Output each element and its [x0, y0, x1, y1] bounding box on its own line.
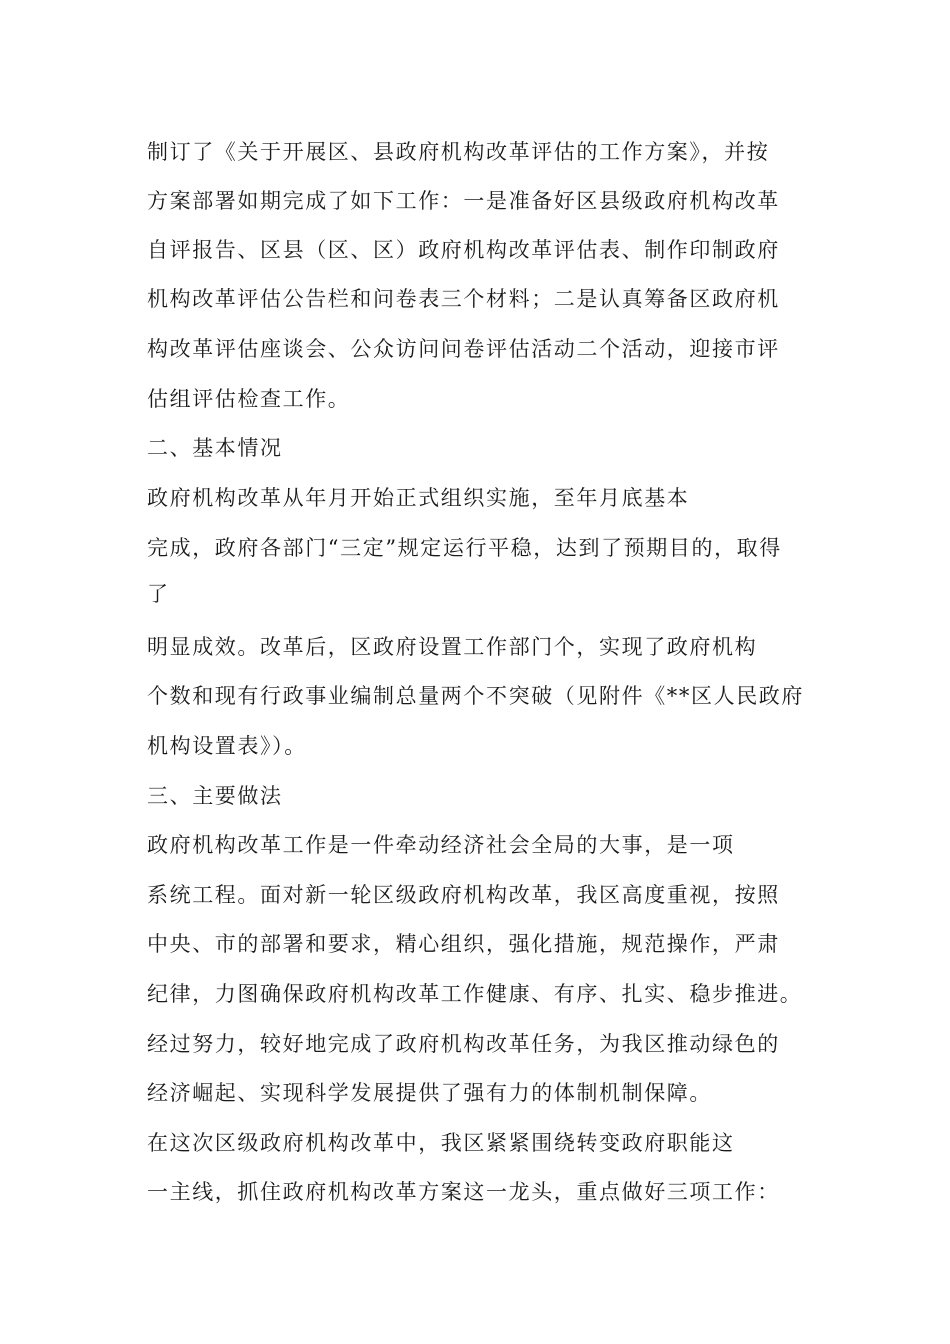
paragraph-line: 中央、市的部署和要求，精心组织，强化措施，规范操作，严肃: [147, 932, 780, 956]
paragraph-line: 纪律，力图确保政府机构改革工作健康、有序、扎实、稳步推进。: [147, 982, 803, 1006]
paragraph-line: 制订了《关于开展区、县政府机构改革评估的工作方案》，并按: [147, 140, 770, 164]
paragraph-line: 政府机构改革从年月开始正式组织实施，至年月底基本: [147, 486, 690, 510]
section-heading: 三、主要做法: [147, 784, 283, 808]
section-heading: 二、基本情况: [147, 436, 283, 460]
paragraph-line: 机构改革评估公告栏和问卷表三个材料；二是认真筹备区政府机: [147, 287, 780, 311]
paragraph-line: 估组评估检查工作。: [147, 387, 351, 411]
paragraph-line: 经过努力，较好地完成了政府机构改革任务，为我区推动绿色的: [147, 1032, 780, 1056]
paragraph-line: 方案部署如期完成了如下工作：一是准备好区县级政府机构改革: [147, 189, 780, 213]
paragraph-line: 自评报告、区县（区、区）政府机构改革评估表、制作印制政府: [147, 238, 780, 262]
paragraph-line: 政府机构改革工作是一件牵动经济社会全局的大事，是一项: [147, 833, 735, 857]
paragraph-line: 机构设置表》）。: [147, 734, 307, 758]
paragraph-line: 个数和现有行政事业编制总量两个不突破（见附件《**区人民政府: [147, 684, 804, 708]
paragraph-line: 了: [147, 582, 170, 606]
paragraph-line: 在这次区级政府机构改革中，我区紧紧围绕转变政府职能这: [147, 1131, 735, 1155]
paragraph-line: 明显成效。改革后，区政府设置工作部门个，实现了政府机构: [147, 635, 758, 659]
paragraph-line: 系统工程。面对新一轮区级政府机构改革，我区高度重视，按照: [147, 883, 780, 907]
paragraph-line: 完成，政府各部门“三定”规定运行平稳，达到了预期目的，取得: [147, 536, 782, 560]
paragraph-line: 构改革评估座谈会、公众访问问卷评估活动二个活动，迎接市评: [147, 337, 780, 361]
paragraph-line: 经济崛起、实现科学发展提供了强有力的体制机制保障。: [147, 1081, 712, 1105]
paragraph-line: 一主线，抓住政府机构改革方案这一龙头，重点做好三项工作：: [147, 1180, 780, 1204]
